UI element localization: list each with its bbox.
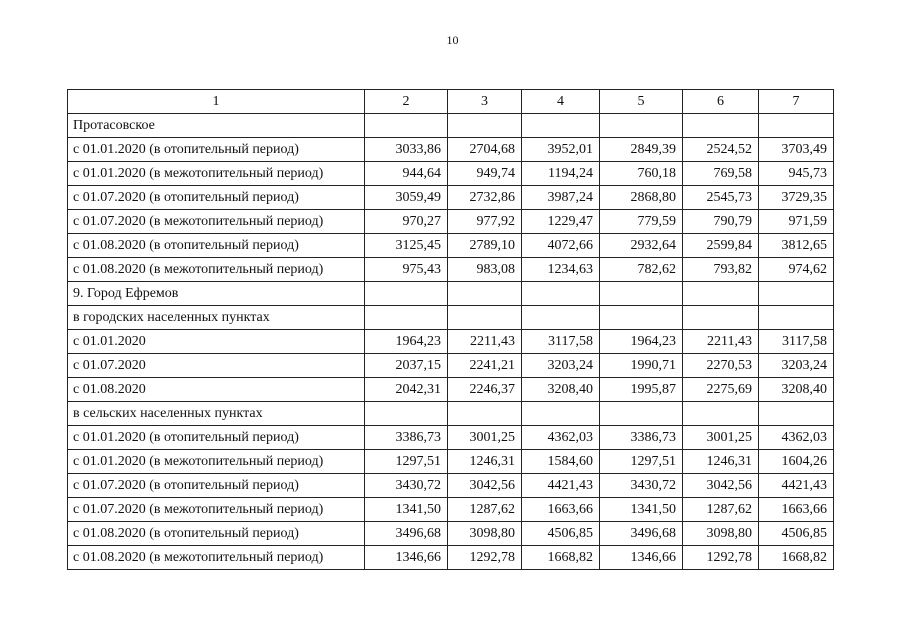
table-cell-value bbox=[448, 402, 522, 426]
table-cell-value: 3430,72 bbox=[600, 474, 683, 498]
table-cell-value: 1246,31 bbox=[683, 450, 759, 474]
table-cell-value: 1194,24 bbox=[522, 162, 600, 186]
table-cell-value: 1341,50 bbox=[600, 498, 683, 522]
table-cell-value: 3812,65 bbox=[759, 234, 834, 258]
table-row bbox=[68, 282, 834, 306]
table-cell-value: 3703,49 bbox=[759, 138, 834, 162]
table-cell-value bbox=[365, 282, 448, 306]
table-cell-value: 1964,23 bbox=[365, 330, 448, 354]
table-row bbox=[68, 402, 834, 426]
table-cell-value: 3430,72 bbox=[365, 474, 448, 498]
table-cell-value: 977,92 bbox=[448, 210, 522, 234]
column-header: 5 bbox=[600, 90, 683, 114]
table-cell-value bbox=[522, 306, 600, 330]
table-cell-value: 2042,31 bbox=[365, 378, 448, 402]
table-cell-value: 945,73 bbox=[759, 162, 834, 186]
table-cell-value bbox=[759, 306, 834, 330]
table-cell-value: 793,82 bbox=[683, 258, 759, 282]
table-cell-value: 3203,24 bbox=[759, 354, 834, 378]
table-cell-value bbox=[448, 114, 522, 138]
table-cell-value: 3496,68 bbox=[600, 522, 683, 546]
table-cell-value bbox=[759, 282, 834, 306]
table-cell-value bbox=[365, 114, 448, 138]
table-cell-value: 949,74 bbox=[448, 162, 522, 186]
table-row bbox=[68, 114, 834, 138]
table-row bbox=[68, 210, 834, 234]
table-cell-value: 4072,66 bbox=[522, 234, 600, 258]
row-label: с 01.08.2020 (в отопительный период) bbox=[68, 522, 365, 546]
table-cell-value: 782,62 bbox=[600, 258, 683, 282]
table-row bbox=[68, 330, 834, 354]
table-cell-value: 2932,64 bbox=[600, 234, 683, 258]
row-label: Протасовское bbox=[68, 114, 365, 138]
table-cell-value: 3001,25 bbox=[683, 426, 759, 450]
table-cell-value bbox=[365, 306, 448, 330]
table-cell-value: 974,62 bbox=[759, 258, 834, 282]
row-label: с 01.07.2020 (в отопительный период) bbox=[68, 186, 365, 210]
table-row bbox=[68, 162, 834, 186]
table-cell-value bbox=[522, 282, 600, 306]
row-label: с 01.01.2020 (в межотопительный период) bbox=[68, 162, 365, 186]
table-cell-value: 1990,71 bbox=[600, 354, 683, 378]
row-label: с 01.08.2020 (в межотопительный период) bbox=[68, 258, 365, 282]
row-label: с 01.07.2020 (в межотопительный период) bbox=[68, 210, 365, 234]
table-cell-value: 1229,47 bbox=[522, 210, 600, 234]
table-cell-value: 3098,80 bbox=[683, 522, 759, 546]
table-cell-value: 4506,85 bbox=[522, 522, 600, 546]
table-cell-value: 4362,03 bbox=[759, 426, 834, 450]
table-cell-value bbox=[600, 282, 683, 306]
table-cell-value: 4421,43 bbox=[522, 474, 600, 498]
table-cell-value: 1346,66 bbox=[365, 546, 448, 570]
table-cell-value: 2849,39 bbox=[600, 138, 683, 162]
row-label: с 01.01.2020 bbox=[68, 330, 365, 354]
table-cell-value bbox=[759, 114, 834, 138]
table-cell-value: 3729,35 bbox=[759, 186, 834, 210]
table-cell-value: 3117,58 bbox=[522, 330, 600, 354]
column-header: 6 bbox=[683, 90, 759, 114]
table-cell-value: 971,59 bbox=[759, 210, 834, 234]
tariff-table bbox=[67, 89, 834, 570]
table-cell-value: 3952,01 bbox=[522, 138, 600, 162]
table-cell-value bbox=[600, 402, 683, 426]
table-row bbox=[68, 186, 834, 210]
table-cell-value bbox=[365, 402, 448, 426]
table-cell-value: 2270,53 bbox=[683, 354, 759, 378]
table-row bbox=[68, 378, 834, 402]
table-cell-value: 970,27 bbox=[365, 210, 448, 234]
table-cell-value: 1663,66 bbox=[522, 498, 600, 522]
table-cell-value: 3208,40 bbox=[759, 378, 834, 402]
column-header: 3 bbox=[448, 90, 522, 114]
table-cell-value bbox=[600, 306, 683, 330]
table-row bbox=[68, 306, 834, 330]
table-cell-value: 983,08 bbox=[448, 258, 522, 282]
table-cell-value: 3117,58 bbox=[759, 330, 834, 354]
table-cell-value: 3042,56 bbox=[448, 474, 522, 498]
table-cell-value: 2732,86 bbox=[448, 186, 522, 210]
table-cell-value: 4421,43 bbox=[759, 474, 834, 498]
table-cell-value: 4506,85 bbox=[759, 522, 834, 546]
table-cell-value: 3033,86 bbox=[365, 138, 448, 162]
table-cell-value: 1292,78 bbox=[448, 546, 522, 570]
column-header: 4 bbox=[522, 90, 600, 114]
table-cell-value: 2789,10 bbox=[448, 234, 522, 258]
table-cell-value: 1584,60 bbox=[522, 450, 600, 474]
table-row bbox=[68, 354, 834, 378]
table-cell-value: 1287,62 bbox=[448, 498, 522, 522]
table-cell-value: 1604,26 bbox=[759, 450, 834, 474]
table-cell-value: 1297,51 bbox=[600, 450, 683, 474]
table-cell-value: 4362,03 bbox=[522, 426, 600, 450]
table-cell-value: 3001,25 bbox=[448, 426, 522, 450]
table-cell-value: 3386,73 bbox=[600, 426, 683, 450]
table-cell-value: 2211,43 bbox=[448, 330, 522, 354]
table-cell-value: 3203,24 bbox=[522, 354, 600, 378]
table-cell-value: 790,79 bbox=[683, 210, 759, 234]
table-row bbox=[68, 522, 834, 546]
column-header: 2 bbox=[365, 90, 448, 114]
table-cell-value: 2275,69 bbox=[683, 378, 759, 402]
table-body bbox=[68, 114, 834, 570]
table-row bbox=[68, 546, 834, 570]
table-cell-value: 1287,62 bbox=[683, 498, 759, 522]
table-cell-value: 3042,56 bbox=[683, 474, 759, 498]
table-cell-value: 3125,45 bbox=[365, 234, 448, 258]
table-cell-value: 2037,15 bbox=[365, 354, 448, 378]
column-header: 7 bbox=[759, 90, 834, 114]
table-cell-value: 769,58 bbox=[683, 162, 759, 186]
table-cell-value: 2211,43 bbox=[683, 330, 759, 354]
table-cell-value bbox=[522, 402, 600, 426]
table-cell-value: 760,18 bbox=[600, 162, 683, 186]
table-cell-value bbox=[600, 114, 683, 138]
table-cell-value: 2524,52 bbox=[683, 138, 759, 162]
table-cell-value bbox=[683, 306, 759, 330]
table-cell-value: 2599,84 bbox=[683, 234, 759, 258]
row-label: с 01.01.2020 (в отопительный период) bbox=[68, 138, 365, 162]
row-label: с 01.01.2020 (в отопительный период) bbox=[68, 426, 365, 450]
table-cell-value: 1995,87 bbox=[600, 378, 683, 402]
table-cell-value: 1341,50 bbox=[365, 498, 448, 522]
table-cell-value: 1234,63 bbox=[522, 258, 600, 282]
table-cell-value: 779,59 bbox=[600, 210, 683, 234]
row-label: с 01.07.2020 bbox=[68, 354, 365, 378]
table-row bbox=[68, 138, 834, 162]
column-header: 1 bbox=[68, 90, 365, 114]
row-label: в сельских населенных пунктах bbox=[68, 402, 365, 426]
table-cell-value bbox=[522, 114, 600, 138]
table-row bbox=[68, 258, 834, 282]
table-cell-value: 2868,80 bbox=[600, 186, 683, 210]
table-cell-value: 1964,23 bbox=[600, 330, 683, 354]
table-header-row bbox=[68, 90, 834, 114]
table-cell-value: 2545,73 bbox=[683, 186, 759, 210]
table-cell-value: 3386,73 bbox=[365, 426, 448, 450]
table-cell-value bbox=[683, 114, 759, 138]
row-label: с 01.08.2020 (в межотопительный период) bbox=[68, 546, 365, 570]
table-cell-value: 1246,31 bbox=[448, 450, 522, 474]
table-cell-value: 975,43 bbox=[365, 258, 448, 282]
row-label: с 01.07.2020 (в отопительный период) bbox=[68, 474, 365, 498]
row-label: в городских населенных пунктах bbox=[68, 306, 365, 330]
page-number: 10 bbox=[446, 33, 459, 47]
table-cell-value bbox=[683, 282, 759, 306]
table-cell-value: 3987,24 bbox=[522, 186, 600, 210]
table-cell-value bbox=[448, 306, 522, 330]
table-cell-value: 2246,37 bbox=[448, 378, 522, 402]
row-label: с 01.08.2020 bbox=[68, 378, 365, 402]
table-cell-value: 3496,68 bbox=[365, 522, 448, 546]
table-cell-value: 1292,78 bbox=[683, 546, 759, 570]
table-cell-value bbox=[683, 402, 759, 426]
table-cell-value: 2241,21 bbox=[448, 354, 522, 378]
table-cell-value: 1346,66 bbox=[600, 546, 683, 570]
table-cell-value: 2704,68 bbox=[448, 138, 522, 162]
table-cell-value bbox=[448, 282, 522, 306]
row-label: с 01.08.2020 (в отопительный период) bbox=[68, 234, 365, 258]
row-label: с 01.01.2020 (в межотопительный период) bbox=[68, 450, 365, 474]
table-row bbox=[68, 450, 834, 474]
table-cell-value: 1668,82 bbox=[759, 546, 834, 570]
table-cell-value: 1668,82 bbox=[522, 546, 600, 570]
table-row bbox=[68, 234, 834, 258]
table-cell-value: 1663,66 bbox=[759, 498, 834, 522]
table-row bbox=[68, 474, 834, 498]
table-cell-value: 944,64 bbox=[365, 162, 448, 186]
table-row bbox=[68, 498, 834, 522]
table-cell-value: 3059,49 bbox=[365, 186, 448, 210]
table-cell-value: 3208,40 bbox=[522, 378, 600, 402]
table-cell-value: 1297,51 bbox=[365, 450, 448, 474]
row-label: 9. Город Ефремов bbox=[68, 282, 365, 306]
table-cell-value bbox=[759, 402, 834, 426]
row-label: с 01.07.2020 (в межотопительный период) bbox=[68, 498, 365, 522]
table-cell-value: 3098,80 bbox=[448, 522, 522, 546]
table-row bbox=[68, 426, 834, 450]
